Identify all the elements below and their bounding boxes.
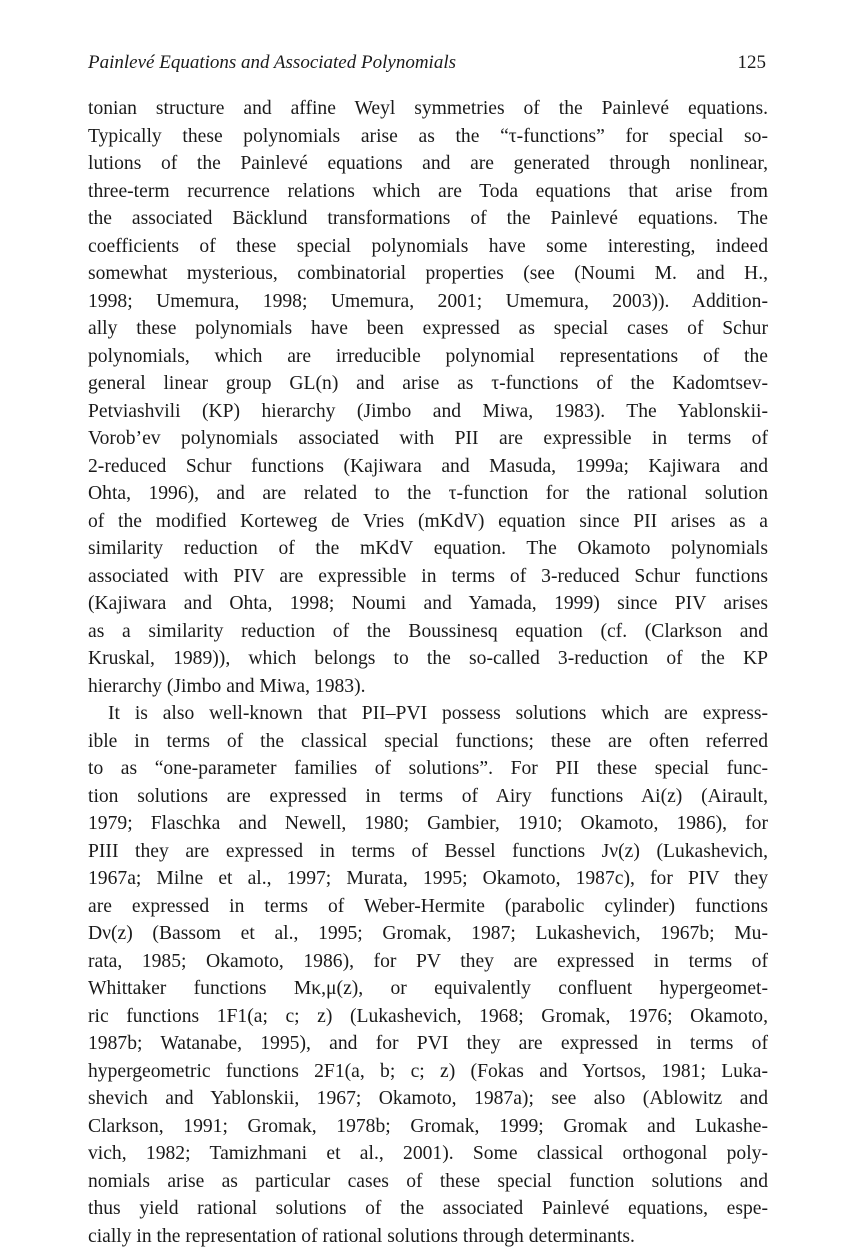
text-line: polynomials, which are irreducible polynomial representations of the	[88, 345, 768, 367]
page-number: 125	[737, 52, 766, 73]
text-line: ible in terms of the classical special functions; these are often referred	[88, 730, 768, 752]
text-line: 1967a; Milne et al., 1997; Murata, 1995; Okamoto, 1987c), for PIV they	[88, 868, 768, 889]
paragraph	[88, 700, 768, 1250]
text-line: rata, 1985; Okamoto, 1986), for PV they are expressed in terms of	[88, 950, 768, 972]
paragraph	[88, 95, 768, 700]
text-line: Vorob’ev polynomials associated with PII are expressible in terms of	[88, 428, 768, 449]
running-title: Painlevé Equations and Associated Polynomials	[88, 52, 456, 73]
text-line: lutions of the Painlevé equations and are generated through nonlinear,	[88, 153, 768, 174]
text-line: general linear group GL(n) and arise as τ-functions of the Kadomtsev-	[88, 373, 768, 394]
text-line: vich, 1982; Tamizhmani et al., 2001). Some classical orthogonal poly-	[88, 1143, 768, 1164]
text-line: of the modified Korteweg de Vries (mKdV) equation since PII arises as a	[88, 510, 768, 532]
text-line: 1987b; Watanabe, 1995), and for PVI they are expressed in terms of	[88, 1033, 768, 1054]
text-line: ally these polynomials have been expressed as special cases of Schur	[88, 318, 768, 339]
text-line: hypergeometric functions 2F1(a, b; c; z) (Fokas and Yortsos, 1981; Luka-	[88, 1060, 768, 1082]
text-line: shevich and Yablonskii, 1967; Okamoto, 1987a); see also (Ablowitz and	[88, 1088, 768, 1109]
running-head	[88, 52, 766, 80]
text-line: as a similarity reduction of the Boussinesq equation (cf. (Clarkson and	[88, 620, 768, 642]
text-line: nomials arise as particular cases of these special function solutions and	[88, 1170, 768, 1192]
text-line: tonian structure and affine Weyl symmetries of the Painlevé equations.	[88, 98, 768, 119]
text-line: similarity reduction of the mKdV equation. The Okamoto polynomials	[88, 538, 768, 559]
text-line: 2-reduced Schur functions (Kajiwara and Masuda, 1999a; Kajiwara and	[88, 455, 768, 477]
text-line: 1979; Flaschka and Newell, 1980; Gambier, 1910; Okamoto, 1986), for	[88, 813, 768, 834]
text-line: (Kajiwara and Ohta, 1998; Noumi and Yamada, 1999) since PIV arises	[88, 593, 768, 614]
text-line: Dν(z) (Bassom et al., 1995; Gromak, 1987; Lukashevich, 1967b; Mu-	[88, 923, 768, 944]
text-line: Clarkson, 1991; Gromak, 1978b; Gromak, 1999; Gromak and Lukashe-	[88, 1115, 768, 1137]
text-line: It is also well-known that PII–PVI possess solutions which are express-	[108, 703, 768, 724]
text-line: hierarchy (Jimbo and Miwa, 1983).	[88, 675, 366, 697]
text-line: to as “one-parameter families of solutions”. For PII these special func-	[88, 758, 768, 779]
text-line: Petviashvili (KP) hierarchy (Jimbo and Miwa, 1983). The Yablonskii-	[88, 400, 768, 422]
text-line: Whittaker functions Mκ,μ(z), or equivalently confluent hypergeomet-	[88, 978, 768, 999]
text-line: are expressed in terms of Weber-Hermite (parabolic cylinder) functions	[88, 895, 768, 917]
text-line: cially in the representation of rational solutions through determinants.	[88, 1225, 635, 1247]
text-line: Kruskal, 1989)), which belongs to the so-called 3-reduction of the KP	[88, 648, 768, 669]
text-line: ric functions 1F1(a; c; z) (Lukashevich, 1968; Gromak, 1976; Okamoto,	[88, 1005, 768, 1027]
text-line: coefficients of these special polynomials have some interesting, indeed	[88, 235, 768, 257]
text-line: three-term recurrence relations which are Toda equations that arise from	[88, 180, 768, 202]
text-line: Typically these polynomials arise as the “τ-functions” for special so-	[88, 125, 768, 147]
text-line: somewhat mysterious, combinatorial properties (see (Noumi M. and H.,	[88, 263, 768, 284]
text-line: 1998; Umemura, 1998; Umemura, 2001; Umemura, 2003)). Addition-	[88, 290, 768, 312]
text-line: PIII they are expressed in terms of Bessel functions Jν(z) (Lukashevich,	[88, 840, 768, 862]
text-line: associated with PIV are expressible in terms of 3-reduced Schur functions	[88, 565, 768, 587]
text-line: tion solutions are expressed in terms of Airy functions Ai(z) (Airault,	[88, 785, 768, 807]
text-line: Ohta, 1996), and are related to the τ-function for the rational solution	[88, 483, 768, 504]
text-line: the associated Bäcklund transformations of the Painlevé equations. The	[88, 208, 768, 229]
body-text	[88, 95, 768, 1250]
text-line: thus yield rational solutions of the associated Painlevé equations, espe-	[88, 1198, 768, 1219]
